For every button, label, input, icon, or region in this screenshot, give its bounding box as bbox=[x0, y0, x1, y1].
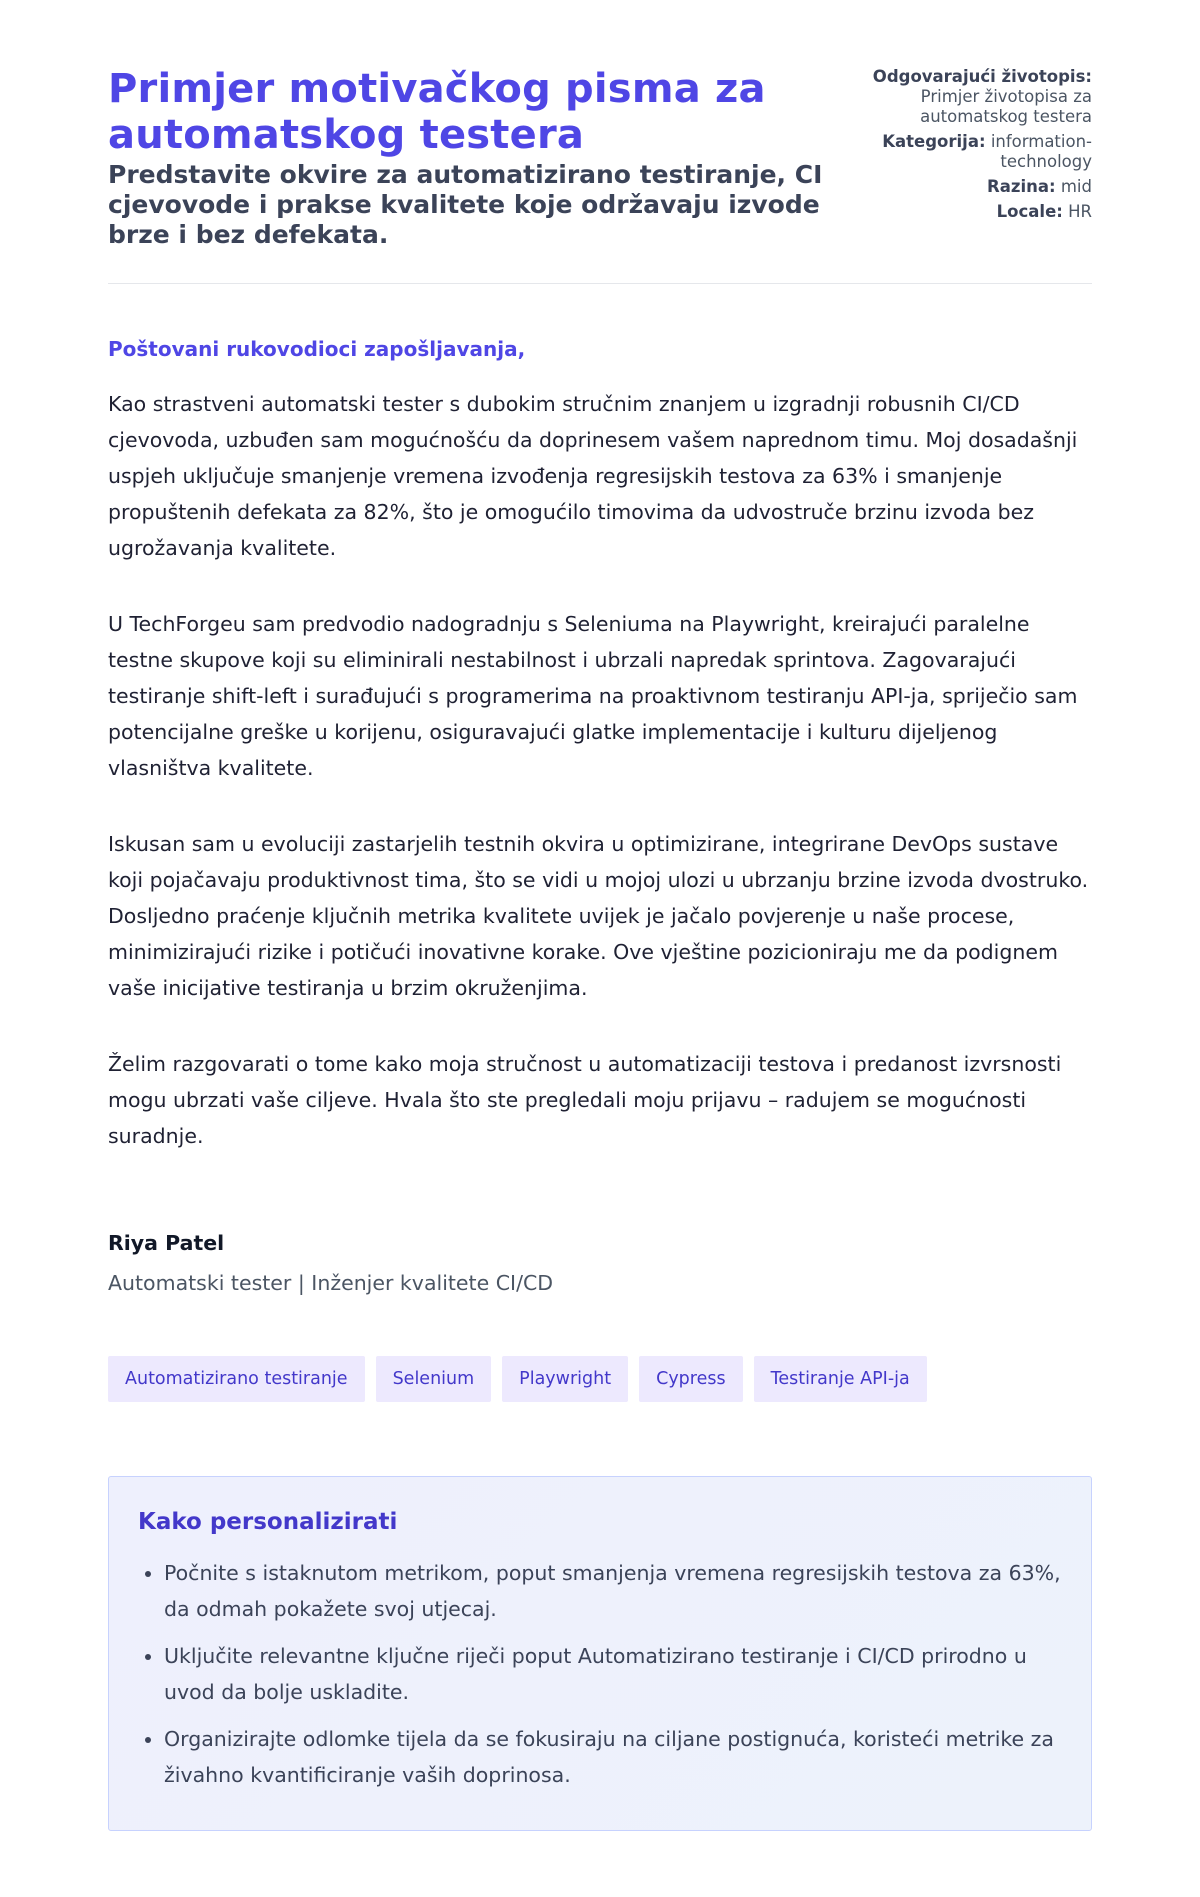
tips-list-item: • Organizirajte odlomke tijela da se fokusiraju na ciljane postignuća, koristeći metrike za živahno kvantificiranje vaših doprinosa. bbox=[164, 1721, 1063, 1793]
meta-locale-value: HR bbox=[1068, 202, 1092, 221]
tips-title: Kako personalizirati bbox=[138, 1509, 398, 1535]
letter-paragraph: U TechForgeu sam predvodio nadogradnju s Seleniuma na Playwright, kreirajući paralelne testne skupove koji su eliminirali nestabilnost i ubrzali napredak sprintova. Zagovarajući testiranje shift-left i surađujući s programerima na proaktivnom testiranju API-ja, spriječio sam potencijalne greške u korijenu, osiguravajući glatke implementacije i kulturu dijeljenog vlasništva kvalitete. bbox=[108, 612, 1078, 780]
meta-locale bbox=[832, 202, 1092, 222]
tips-list-item: • Počnite s istaknutom metrikom, poput smanjenja vremena regresijskih testova za 63%, da odmah pokažete svoj utjecaj. bbox=[164, 1555, 1063, 1627]
skill-tags bbox=[108, 1356, 1092, 1402]
skill-tag: Cypress bbox=[639, 1356, 743, 1402]
signature-role: Automatski tester | Inženjer kvalitete CI/CD bbox=[108, 1271, 554, 1295]
skill-tag: Playwright bbox=[502, 1356, 628, 1402]
skill-tag: Selenium bbox=[376, 1356, 492, 1402]
letter-salutation: Poštovani rukovodioci zapošljavanja, bbox=[108, 337, 526, 361]
meta-resume-key: Odgovarajući životopis: bbox=[872, 67, 1092, 86]
letter-body bbox=[108, 386, 1092, 1154]
meta-resume-link[interactable]: Primjer životopisa za automatskog testera bbox=[920, 87, 1092, 126]
skill-tag: Automatizirano testiranje bbox=[108, 1356, 365, 1402]
personalization-tips-box bbox=[108, 1476, 1092, 1831]
meta-category-key: Kategorija: bbox=[882, 132, 986, 151]
letter-paragraph: Iskusan sam u evoluciji zastarjelih testnih okvira u optimizirane, integrirane DevOps sustave koji pojačavaju produktivnost tima, što se vidi u mojoj ulozi u ubrzanju brzine izvoda dvostruko. Dosljedno praćenje ključnih metrika kvalitete uvijek je jačalo povjerenje u naše procese, minimizirajući rizike i potičući inovativne korake. Ove vještine pozicioniraju me da podignem vaše inicijative testiranja u brzim okruženjima. bbox=[108, 832, 1089, 1000]
meta-level bbox=[832, 177, 1092, 197]
meta-panel bbox=[832, 66, 1092, 227]
skill-tag: Testiranje API-ja bbox=[754, 1356, 927, 1402]
meta-level-key: Razina: bbox=[987, 177, 1056, 196]
tips-list-item: • Uključite relevantne ključne riječi poput Automatizirano testiranje i CI/CD prirodno u uvod da bolje uskladite. bbox=[164, 1638, 1063, 1710]
header-left bbox=[108, 66, 828, 250]
signature-name: Riya Patel bbox=[108, 1231, 225, 1255]
meta-category bbox=[832, 132, 1092, 172]
tips-list bbox=[138, 1555, 1063, 1793]
page-header bbox=[108, 0, 1092, 284]
letter-paragraph: Kao strastveni automatski tester s dubokim stručnim znanjem u izgradnji robusnih CI/CD cjevovoda, uzbuđen sam mogućnošću da doprinesem vašem naprednom timu. Moj dosadašnji uspjeh uključuje smanjenje vremena izvođenja regresijskih testova za 63% i smanjenje propuštenih defekata za 82%, što je omogućilo timovima da udvostruče brzinu izvoda bez ugrožavanja kvalitete. bbox=[108, 392, 1078, 560]
meta-resume bbox=[832, 67, 1092, 127]
page-title: Primjer motivačkog pisma za automatskog testera bbox=[108, 66, 766, 158]
meta-level-value: mid bbox=[1060, 177, 1092, 196]
page-subtitle: Predstavite okvire za automatizirano testiranje, CI cjevovode i prakse kvalitete koje održavaju izvode brze i bez defekata. bbox=[108, 160, 823, 249]
meta-locale-key: Locale: bbox=[996, 202, 1063, 221]
letter-paragraph: Želim razgovarati o tome kako moja stručnost u automatizaciji testova i predanost izvrsnosti mogu ubrzati vaše ciljeve. Hvala što ste pregledali moju prijavu – radujem se mogućnosti suradnje. bbox=[108, 1052, 1062, 1148]
meta-category-value: information-technology bbox=[990, 132, 1092, 171]
